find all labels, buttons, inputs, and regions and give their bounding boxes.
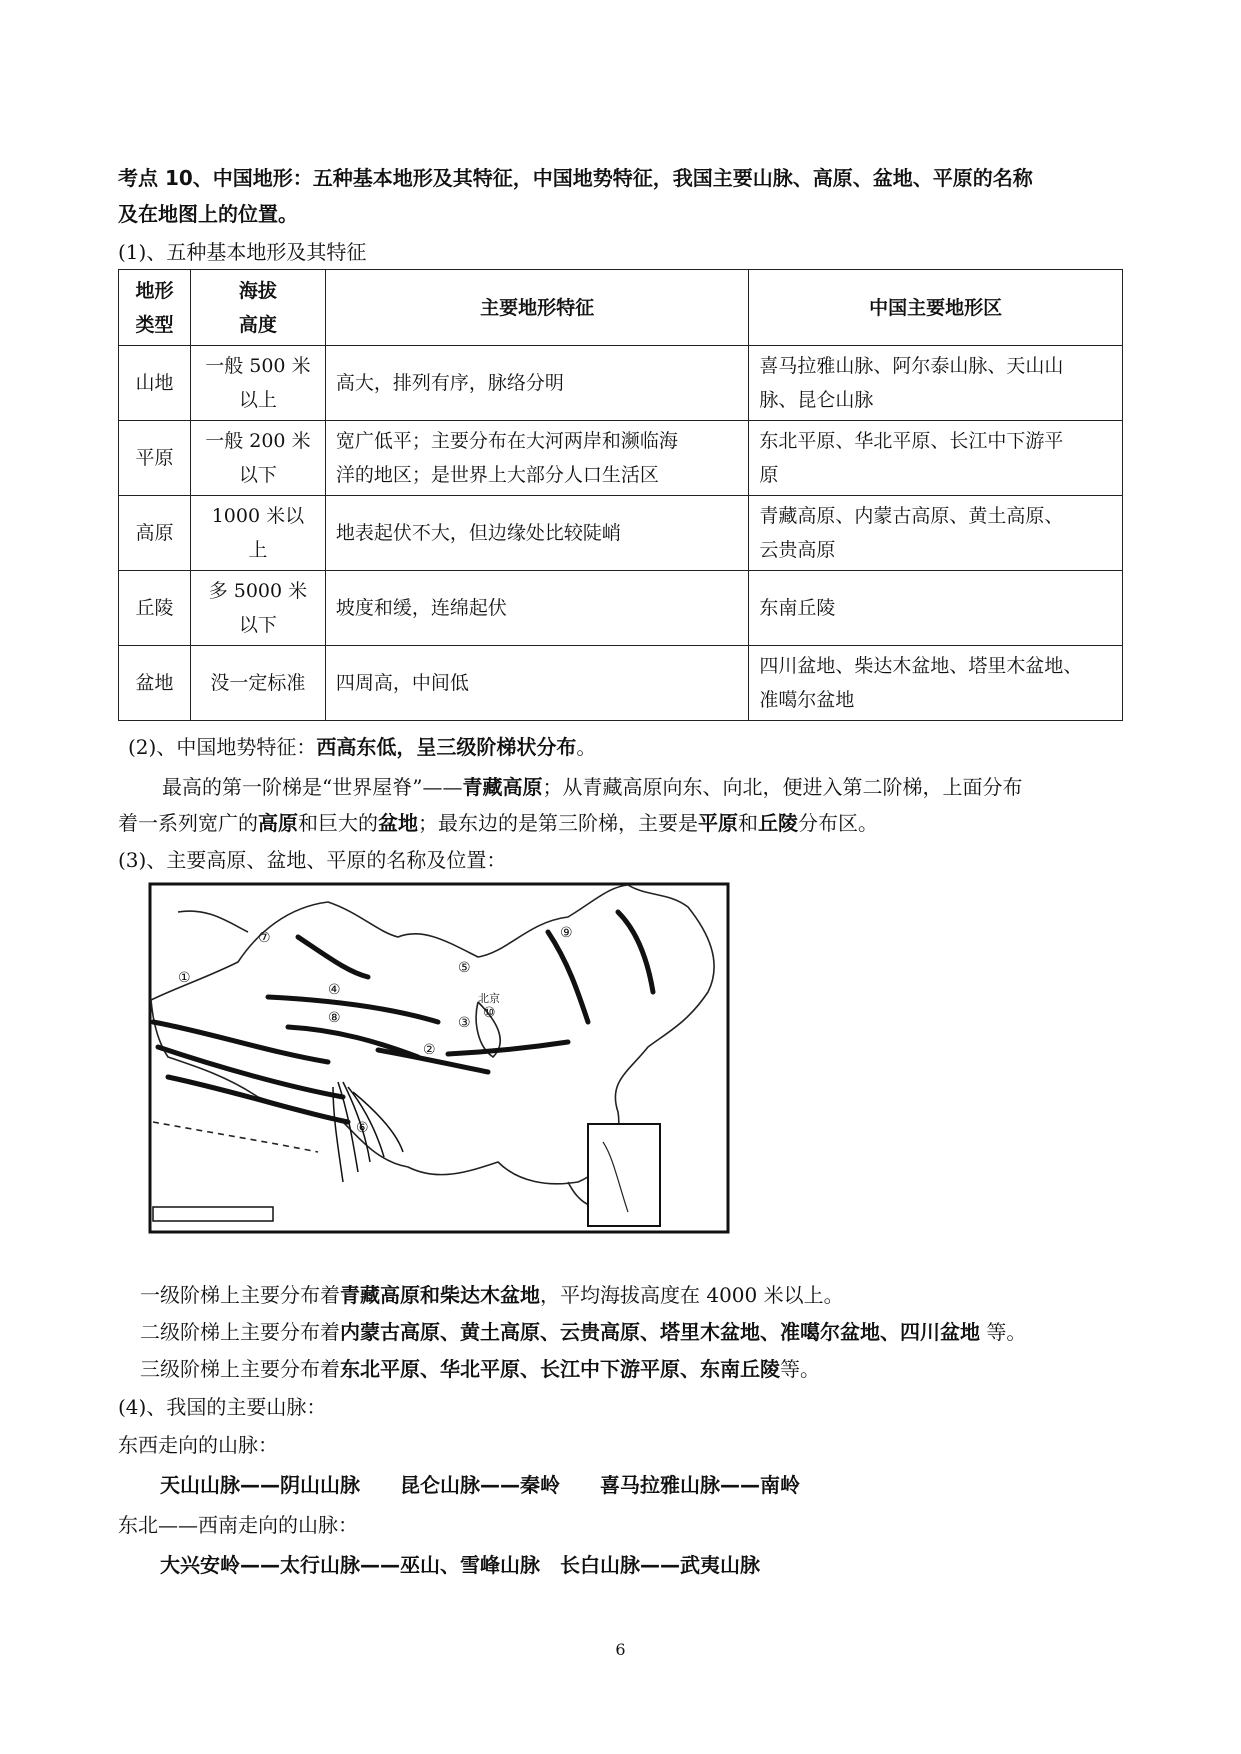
ne-sw-mountains-title: 东北——西南走向的山脉： bbox=[118, 1513, 358, 1537]
cell-features: 地表起伏不大，但边缘处比较陡峭 bbox=[325, 496, 749, 571]
south-sea-inset bbox=[588, 1124, 660, 1226]
cell-altitude: 1000 米以 上 bbox=[190, 496, 325, 571]
table-header-row bbox=[119, 270, 1123, 346]
cell-type: 高原 bbox=[119, 496, 191, 571]
cell-type: 山地 bbox=[119, 346, 191, 421]
cell-altitude: 一般 500 米 以上 bbox=[190, 346, 325, 421]
cell-regions: 东北平原、华北平原、长江中下游平 原 bbox=[749, 421, 1123, 496]
cell-regions: 青藏高原、内蒙古高原、黄土高原、 云贵高原 bbox=[749, 496, 1123, 571]
cell-type: 盆地 bbox=[119, 646, 191, 721]
header-altitude: 海拔 高度 bbox=[190, 270, 325, 346]
section4-title: (4)、我国的主要山脉： bbox=[118, 1395, 327, 1419]
map-label-3: ③ bbox=[458, 1015, 471, 1031]
header-terrain-type: 地形 类型 bbox=[119, 270, 191, 346]
step3-line: 三级阶梯上主要分布着东北平原、华北平原、长江中下游平原、东南丘陵等。 bbox=[140, 1357, 820, 1381]
section2-title: (2)、中国地势特征：西高东低，呈三级阶梯状分布。 bbox=[128, 735, 597, 759]
map-label-6: ⑥ bbox=[356, 1120, 369, 1136]
cell-features: 宽广低平；主要分布在大河两岸和濒临海 洋的地区；是世界上大部分人口生活区 bbox=[325, 421, 749, 496]
ew-mountains-title: 东西走向的山脉： bbox=[118, 1433, 278, 1457]
header-regions: 中国主要地形区 bbox=[749, 270, 1123, 346]
map-label-10: ⑩ bbox=[483, 1005, 496, 1021]
cell-features: 高大，排列有序，脉络分明 bbox=[325, 346, 749, 421]
table-row bbox=[119, 346, 1123, 421]
cell-regions: 四川盆地、柴达木盆地、塔里木盆地、 准噶尔盆地 bbox=[749, 646, 1123, 721]
map-label-4: ④ bbox=[328, 982, 341, 998]
page-number: 6 bbox=[615, 1640, 626, 1659]
table-row bbox=[119, 421, 1123, 496]
ne-sw-mountains-list: 大兴安岭——太行山脉——巫山、雪峰山脉 长白山脉——武夷山脉 bbox=[160, 1553, 760, 1577]
map-label-5: ⑤ bbox=[458, 960, 471, 976]
cell-altitude: 多 5000 米 以下 bbox=[190, 571, 325, 646]
map-label-8: ⑧ bbox=[328, 1010, 341, 1026]
section2-paragraph-line1: 最高的第一阶梯是“世界屋脊”——青藏高原；从青藏高原向东、向北，便进入第二阶梯，上面分布 bbox=[162, 775, 1023, 799]
map-label-2: ② bbox=[423, 1042, 436, 1058]
china-terrain-map bbox=[148, 882, 730, 1234]
step1-line: 一级阶梯上主要分布着青藏高原和柴达木盆地，平均海拔高度在 4000 米以上。 bbox=[140, 1283, 844, 1307]
ew-mountains-list: 天山山脉——阴山山脉 昆仑山脉——秦岭 喜马拉雅山脉——南岭 bbox=[160, 1473, 800, 1497]
terrain-table bbox=[118, 269, 1123, 721]
cell-altitude: 没一定标准 bbox=[190, 646, 325, 721]
header-features: 主要地形特征 bbox=[325, 270, 749, 346]
section3-title: (3)、主要高原、盆地、平原的名称及位置： bbox=[118, 848, 507, 872]
table-row bbox=[119, 496, 1123, 571]
topic-heading-line2: 及在地图上的位置。 bbox=[118, 202, 298, 226]
section1-title: (1)、五种基本地形及其特征 bbox=[118, 240, 367, 264]
step2-line: 二级阶梯上主要分布着内蒙古高原、黄土高原、云贵高原、塔里木盆地、准噶尔盆地、四川盆地 等。 bbox=[140, 1320, 1027, 1344]
cell-features: 坡度和缓，连绵起伏 bbox=[325, 571, 749, 646]
cell-altitude: 一般 200 米 以下 bbox=[190, 421, 325, 496]
map-label-7: ⑦ bbox=[258, 930, 271, 946]
map-label-9: ⑨ bbox=[560, 925, 573, 941]
cell-regions: 喜马拉雅山脉、阿尔泰山脉、天山山 脉、昆仑山脉 bbox=[749, 346, 1123, 421]
table-row bbox=[119, 646, 1123, 721]
map-label-1: ① bbox=[178, 970, 191, 986]
map-label-beijing: 北京 bbox=[478, 992, 500, 1005]
section2-paragraph-line2: 着一系列宽广的高原和巨大的盆地；最东边的是第三阶梯，主要是平原和丘陵分布区。 bbox=[118, 811, 878, 835]
cell-regions: 东南丘陵 bbox=[749, 571, 1123, 646]
cell-type: 平原 bbox=[119, 421, 191, 496]
topic-heading-line1: 考点 10、中国地形：五种基本地形及其特征，中国地势特征，我国主要山脉、高原、盆地、平原的名称 bbox=[118, 166, 1033, 190]
cell-features: 四周高，中间低 bbox=[325, 646, 749, 721]
table-row bbox=[119, 571, 1123, 646]
cell-type: 丘陵 bbox=[119, 571, 191, 646]
